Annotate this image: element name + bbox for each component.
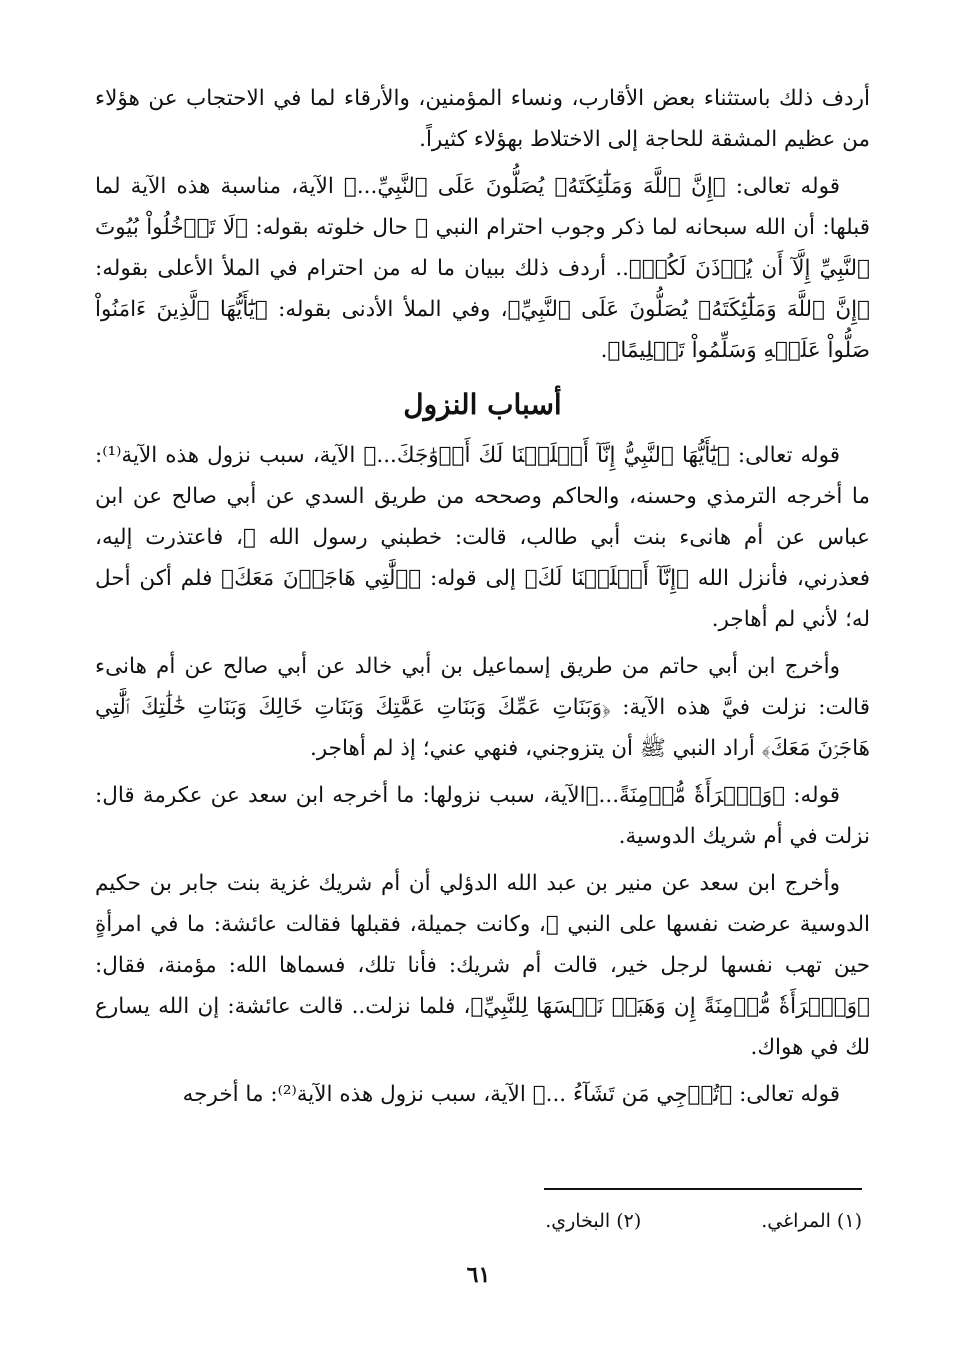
page-number: ٦١ [466, 1262, 491, 1288]
paragraph-2: قوله تعالى: ﴿إِنَّ ٱللَّهَ وَمَلَٰٓئِكَتَهُۥ يُصَلُّونَ عَلَى ٱلنَّبِيِّ...﴾ الآية، مناسبة هذه الآية لما قبلها: أن الله سبحانه لما ذكر وجوب احترام النبي ﷺ حال خلوته بقوله: ﴿لَا تَدۡخُلُواْ بُيُوتَ ٱلنَّبِيِّ إِلَّآ أَن يُؤۡذَنَ لَكُمۡ﴾.. أردف ذلك ببيان ما له من احترام في الملأ الأعلى بقوله: ﴿إِنَّ ٱللَّهَ وَمَلَٰٓئِكَتَهُۥ يُصَلُّونَ عَلَى ٱلنَّبِيِّ﴾، وفي الملأ الأدنى بقوله: ﴿يَٰٓأَيُّهَا ٱلَّذِينَ ءَامَنُواْ صَلُّواْ عَلَيۡهِ وَسَلِّمُواْ تَسۡلِيمًا﴾. [95, 174, 870, 363]
paragraph-7: قوله تعالى: ﴿تُرۡجِي مَن تَشَآءُ ...﴾ الآية، سبب نزول هذه الآية⁽²⁾: ما أخرجه [182, 1082, 840, 1107]
paragraph-1: أردف ذلك باستثناء بعض الأقارب، ونساء المؤمنين، والأرقاء لما في الاحتجاب عن هؤلاء من عظيم المشقة للحاجة إلى الاختلاط بهؤلاء كثيراً. [95, 86, 870, 152]
paragraph-3: قوله تعالى: ﴿يَٰٓأَيُّهَا ٱلنَّبِيُّ إِنَّآ أَحۡلَلۡنَا لَكَ أَزۡوَٰجَكَ...﴾ الآية، سبب نزول هذه الآية⁽¹⁾: ما أخرجه الترمذي وحسنه، والحاكم وصححه من طريق السدي عن أبي صالح عن ابن عباس عن أم هانىء بنت أبي طالب، قالت: خطبني رسول الله ﷺ، فاعتذرت إليه، فعذرني، فأنزل الله ﴿إِنَّآ أَحۡلَلۡنَا لَكَ﴾ إلى قوله: ﴿ٱلَّٰتِي هَاجَرۡنَ مَعَكَ﴾ فلم أكن أحل له؛ لأني لم أهاجر. [95, 443, 870, 632]
section-heading: أسباب النزول [403, 388, 562, 421]
footnote-1: (١) المراغي. [761, 1210, 862, 1232]
page-body [95, 78, 870, 1121]
paragraph-4: وأخرج ابن أبي حاتم من طريق إسماعيل بن أبي خالد عن أبي صالح عن أم هانىء قالت: نزلت فيَّ هذه الآية: ﴿وَبَنَاتِ عَمِّكَ وَبَنَاتِ عَمَّٰتِكَ وَبَنَاتِ خَالِكَ وَبَنَاتِ خَٰلَٰتِكَ ٱلَّٰتِي هَاجَرۡنَ مَعَكَ﴾ أراد النبي ﷺ أن يتزوجني، فنهي عني؛ إذ لم أهاجر. [95, 654, 870, 761]
footnote-divider [544, 1188, 862, 1190]
paragraph-5: قوله: ﴿وَٱمۡرَأَةٗ مُّؤۡمِنَةً...﴾الآية، سبب نزولها: ما أخرجه ابن سعد عن عكرمة قال: نزلت في أم شريك الدوسية. [95, 783, 870, 849]
paragraph-6: وأخرج ابن سعد عن منير بن عبد الله الدؤلي أن أم شريك غزية بنت جابر بن حكيم الدوسية عرضت نفسها على النبي ﷺ، وكانت جميلة، فقبلها فقالت عائشة: ما في امرأةٍ حين تهب نفسها لرجل خير، قالت أم شريك: فأنا تلك، فسماها الله: مؤمنة، فقال: ﴿وَٱمۡرَأَةٗ مُّؤۡمِنَةً إِن وَهَبَتۡ نَفۡسَهَا لِلنَّبِيِّ﴾، فلما نزلت.. قالت عائشة: إن الله يسارع لك في هواك. [95, 871, 870, 1060]
footnotes [302, 1206, 862, 1236]
footnote-2: (٢) البخاري. [545, 1210, 642, 1232]
